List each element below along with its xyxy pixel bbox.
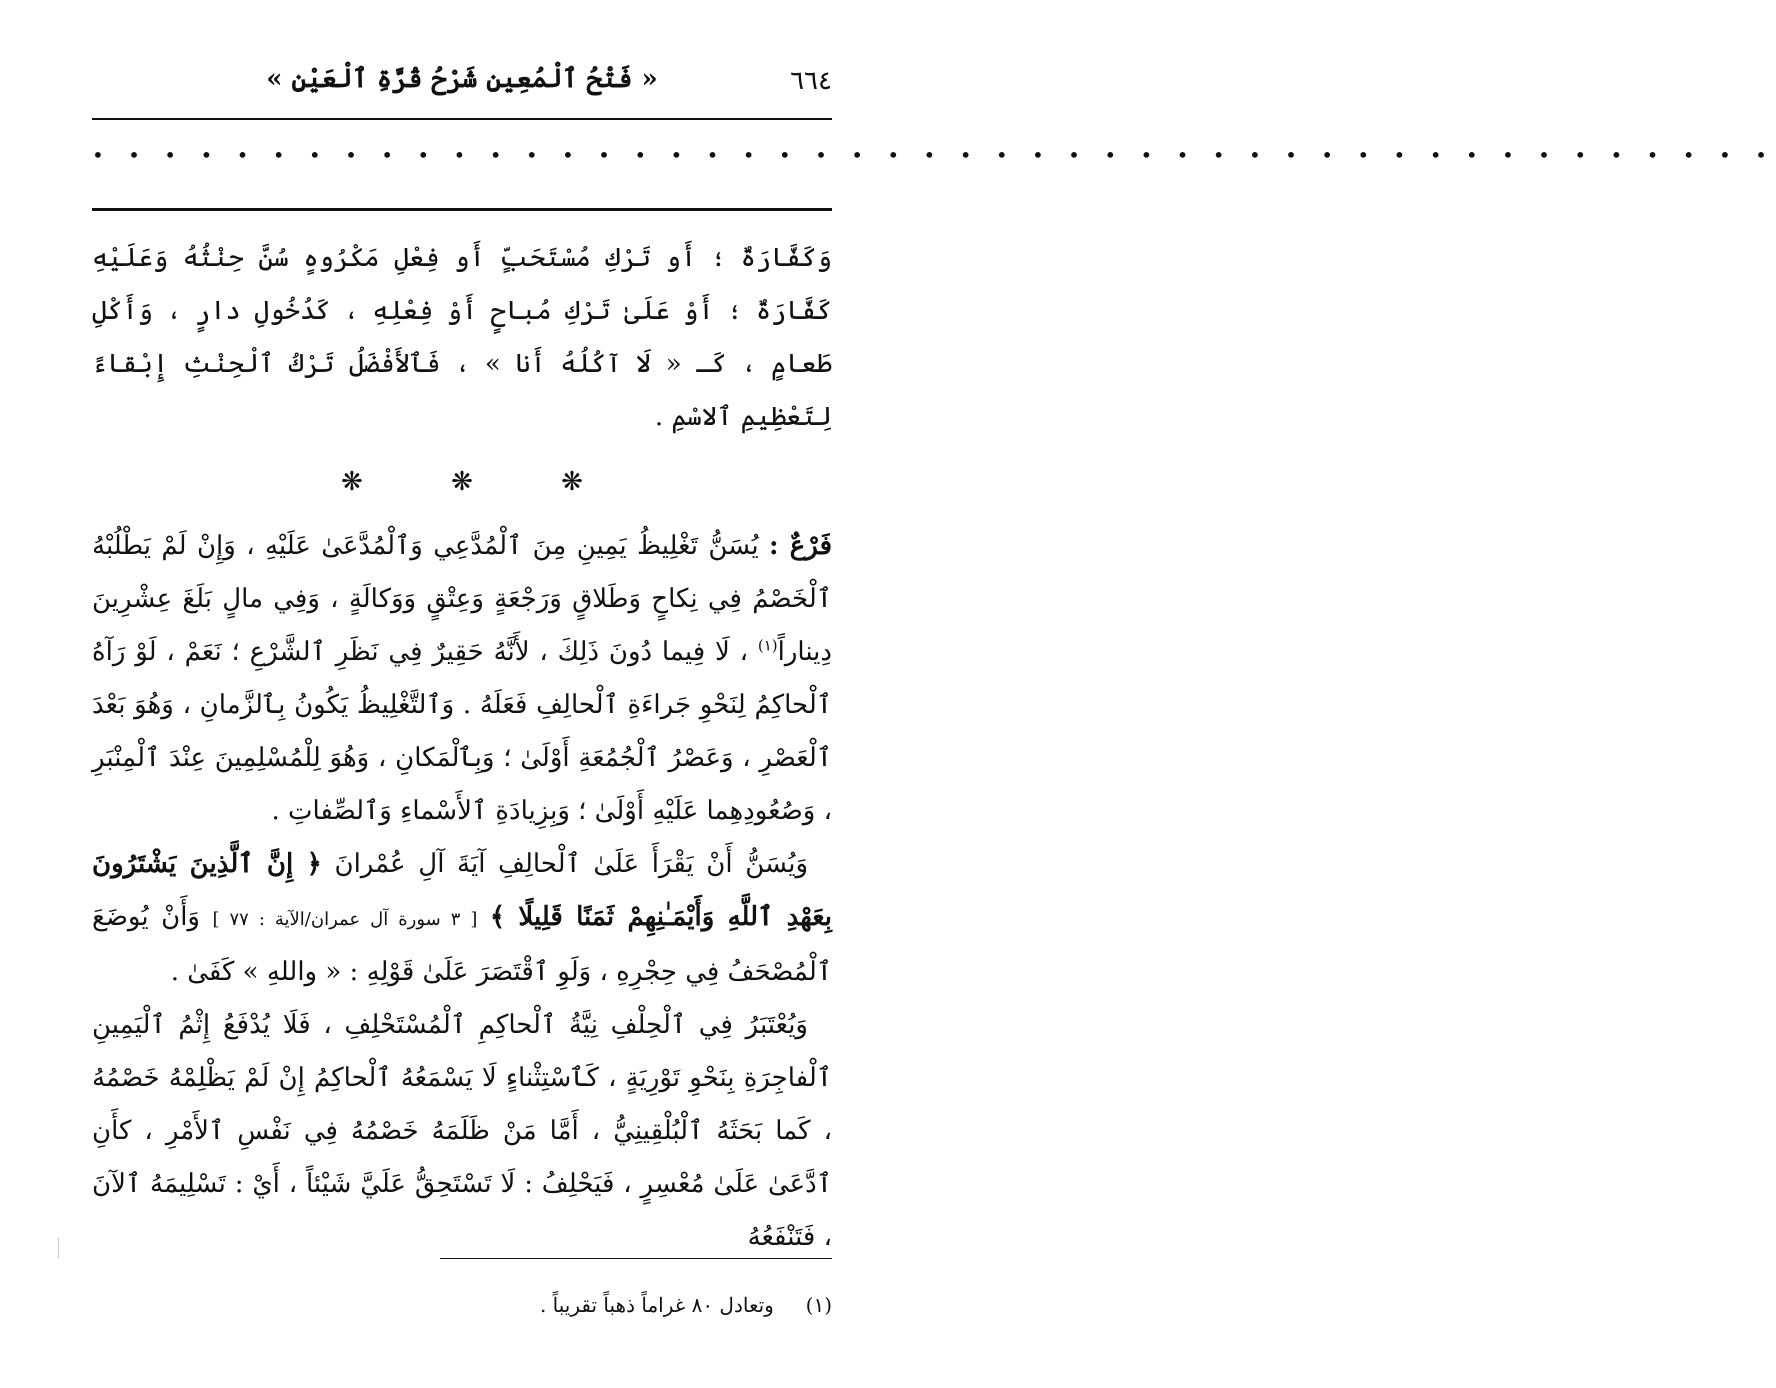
footnote-text: وتعادل ٨٠ غراماً ذهباً تقريباً .	[539, 1293, 774, 1317]
paragraph-1: وَكَفَّارَةٌ ؛ أَو تَرْكِ مُسْتَحَبٍّ أَو فِعْلِ مَكْرُوهٍ سُنَّ حِنْثُهُ وَعَلَيْهِ كَفَّارَةٌ ؛ أَوْ عَلَىٰ تَرْكِ مُباحٍ أَوْ فِعْلِهِ ، كَدُخُولِ دارٍ ، وَأَكْلِ طَعامٍ ، كَـ « لَا آكُلُهُ أَنا » ، فَٱلأَفْضَلُ تَرْكُ ٱلْحِنْثِ إِبْقاءً لِتَعْظِيمِ ٱلاسْمِ .	[92, 243, 832, 432]
section-separator: ❋ ❋ ❋	[341, 467, 583, 497]
paragraph-4: وَيُعْتَبَرُ فِي ٱلْحِلْفِ نِيَّةُ ٱلْحاكِمِ ٱلْمُسْتَحْلِفِ ، فَلَا يُدْفَعُ إِثْمُ ٱلْيَمِينِ ٱلْفاجِرَةِ بِنَحْوِ تَوْرِيَةٍ ، كَٱسْتِثْناءٍ لَا يَسْمَعُهُ ٱلْحاكِمُ إِنْ لَمْ يَظْلِمْهُ خَصْمُهُ ، كَما بَحَثَهُ ٱلْبُلْقِينِيُّ ، أَمَّا مَنْ ظَلَمَهُ خَصْمُهُ فِي نَفْسِ ٱلأَمْرِ ، كأَنِ ٱدَّعَىٰ عَلَىٰ مُعْسِرٍ ، فَيَحْلِفُ : لَا تَسْتَحِقُّ عَلَيَّ شَيْئاً ، أَيْ : تَسْلِيمَهُ ٱلآنَ ، فَتَنْفَعُهُ	[92, 1010, 832, 1252]
running-title: « فَتْحُ ٱلْمُعِينِ شَرْحُ قُرَّةِ ٱلْعَيْنِ »	[266, 64, 658, 94]
paragraph-2	[92, 520, 832, 838]
main-text	[92, 232, 832, 1264]
paragraph-2-text-a: يُسَنُّ تَغْلِيظُ يَمِينِ مِنَ ٱلْمُدَّعِي وَٱلْمُدَّعَىٰ عَلَيْهِ ، وَإِنْ لَمْ يَطْلُبْهُ ٱلْخَصْمُ فِي نِكاحٍ وَطَلاقٍ وَرَجْعَةٍ وَعِتْقٍ وَوَكالَةٍ ، وَفِي مالٍ بَلَغَ عِشْرِينَ دِيناراً	[92, 531, 832, 667]
footnote-reference: (١)	[757, 636, 778, 655]
omission-dots: • • • • • • • • • • • • • • • • • • • • • • • • • • • • • • • • • • • • • • • • • • • • • • •	[92, 143, 1776, 167]
paragraph-2-lead: فَرْعٌ :	[768, 531, 833, 561]
paragraph-3-text-b: وَأَنْ يُوضَعَ ٱلْمُصْحَفُ فِي حِجْرِهِ ، وَلَوِ ٱقْتَصَرَ عَلَىٰ قَوْلِهِ : « واللهِ » كَفَىٰ .	[92, 902, 832, 987]
footnote	[92, 1290, 832, 1320]
header-rule	[92, 118, 832, 120]
page-number: ٦٦٤	[790, 66, 832, 96]
section-rule	[92, 208, 832, 211]
footnote-number: (١)	[805, 1293, 832, 1317]
verse-citation: [ ٣ سورة آل عمران/الآية : ٧٧ ]	[212, 909, 478, 930]
margin-mark	[58, 1238, 59, 1258]
paragraph-2-text-b: ، لَا فِيما دُونَ ذَلِكَ ، لأَنَّهُ حَقِيرٌ فِي نَظَرِ ٱلشَّرْعِ ؛ نَعَمْ ، لَوْ رَآهُ ٱلْحاكِمُ لِنَحْوِ جَراءَةِ ٱلْحالِفِ فَعَلَهُ . وَٱلتَّغْلِيظُ يَكُونُ بِٱلزَّمانِ ، وَهُوَ بَعْدَ ٱلْعَصْرِ ، وَعَصْرُ ٱلْجُمُعَةِ أَوْلَىٰ ؛ وَبِٱلْمَكانِ ، وَهُوَ لِلْمُسْلِمِينَ عِنْدَ ٱلْمِنْبَرِ ، وَصُعُودِهِما عَلَيْهِ أَوْلَىٰ ؛ وَبِزِيادَةِ ٱلأَسْماءِ وَٱلصِّفاتِ .	[92, 637, 832, 826]
paragraph-3	[92, 838, 832, 999]
page-header	[92, 56, 832, 116]
paragraph-3-text-a: وَيُسَنُّ أَنْ يَقْرَأَ عَلَىٰ ٱلْحالِفِ آيَةَ آلِ عُمْرانَ	[334, 849, 809, 879]
footnote-rule	[440, 1258, 832, 1259]
quran-verse: ﴿ إِنَّ ٱلَّذِينَ يَشْتَرُونَ بِعَهْدِ ٱللَّهِ وَأَيْمَـٰنِهِمْ ثَمَنًا قَلِيلًا ﴾	[92, 849, 833, 932]
